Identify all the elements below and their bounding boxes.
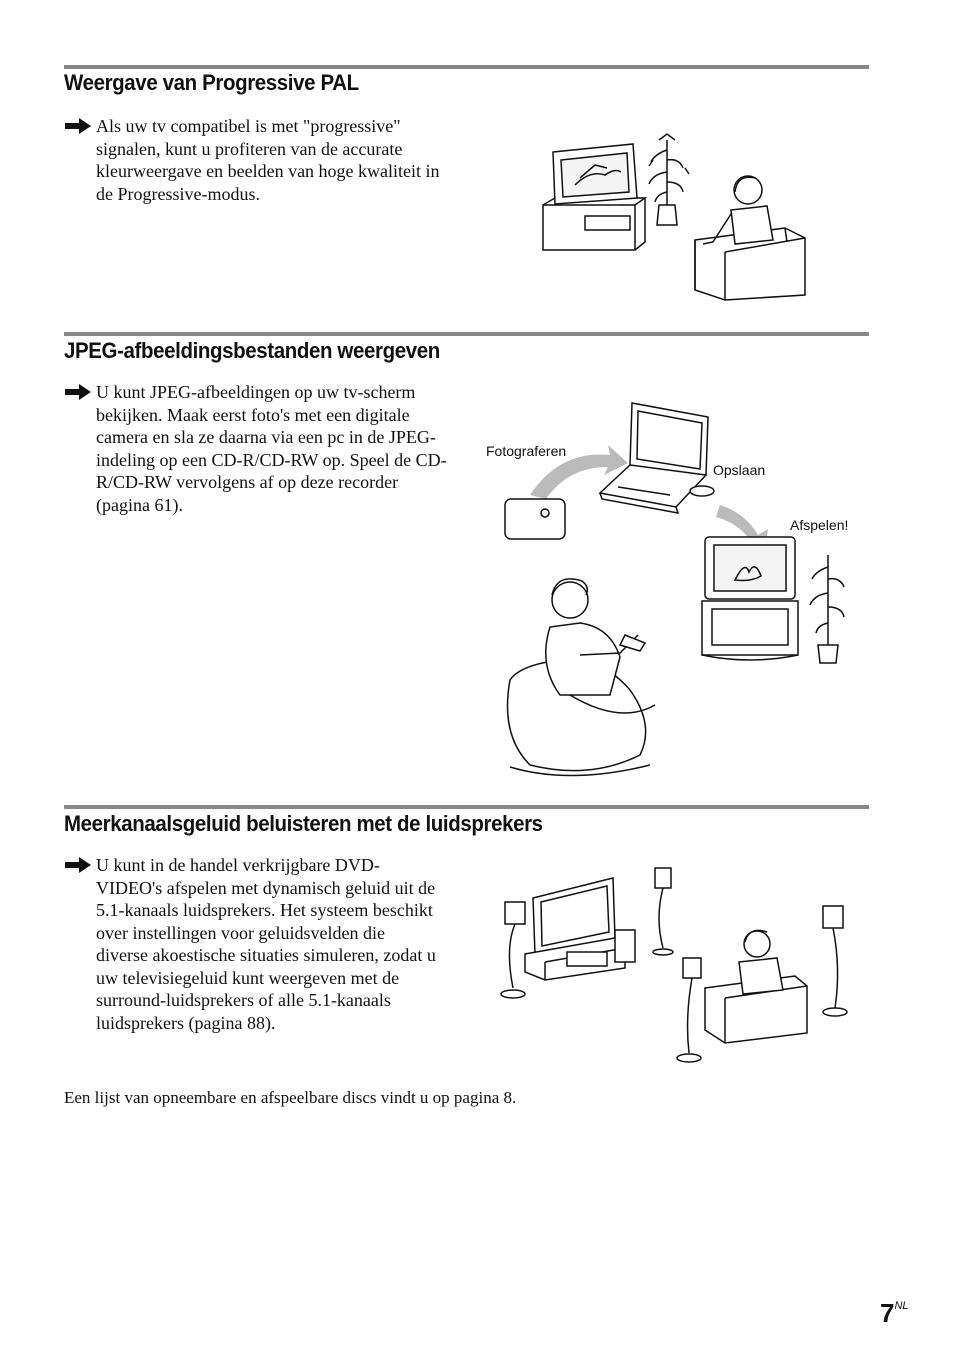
- arrow-right-icon: [64, 381, 92, 403]
- caption-play: Afspelen!: [790, 517, 849, 533]
- section-title-multichannel: Meerkanaalsgeluid beluisteren met de luidsprekers: [64, 811, 543, 836]
- section-title-progressive: Weergave van Progressive PAL: [64, 70, 359, 95]
- section-title-jpeg: JPEG-afbeeldingsbestanden weergeven: [64, 338, 440, 363]
- bullet-text: Als uw tv compatibel is met "progressive" signalen, kunt u profiteren van de accurate kleurweergave en beelden van hoge kwaliteit in de Progressive-modus.: [96, 116, 440, 204]
- bullet-text: U kunt in de handel verkrijgbare DVD-VIDEO's afspelen met dynamisch geluid uit de 5.1-kanaals luidsprekers. Het systeem beschikt over instellingen voor geluidsvelden die diverse akoestische situaties simuleren, zodat u uw televisiegeluid kunt weergeven met de surround-luidsprekers of alle 5.1-kanaals luidsprekers (pagina 88).: [96, 855, 436, 1033]
- progressive-tv-illustration: [535, 130, 810, 305]
- section-rule: [64, 805, 869, 809]
- bullet-jpeg: [64, 381, 454, 521]
- footnote: Een lijst van opneembare en afspeelbare discs vindt u op pagina 8.: [64, 1088, 517, 1107]
- bullet-multichannel: [64, 854, 454, 1064]
- caption-save: Opslaan: [713, 462, 766, 478]
- arrow-right-icon: [64, 115, 92, 137]
- page-number: [880, 1298, 909, 1329]
- page-number-suffix: NL: [894, 1300, 909, 1312]
- page-number-value: 7: [880, 1298, 895, 1328]
- arrow-right-icon: [64, 854, 92, 876]
- bullet-progressive: [64, 115, 454, 215]
- caption-shoot: Fotograferen: [486, 443, 567, 459]
- jpeg-workflow-illustration: [480, 395, 870, 785]
- section-rule: [64, 332, 869, 336]
- surround-speakers-illustration: [495, 858, 860, 1073]
- bullet-text: U kunt JPEG-afbeeldingen op uw tv-scherm bekijken. Maak eerst foto's met een digitale camera en sla ze daarna via een pc in de JPEG-indeling op een CD-R/CD-RW op. Speel de CD-R/CD-RW vervolgens af op deze recorder (pagina 61).: [96, 382, 447, 515]
- section-rule: [64, 65, 869, 69]
